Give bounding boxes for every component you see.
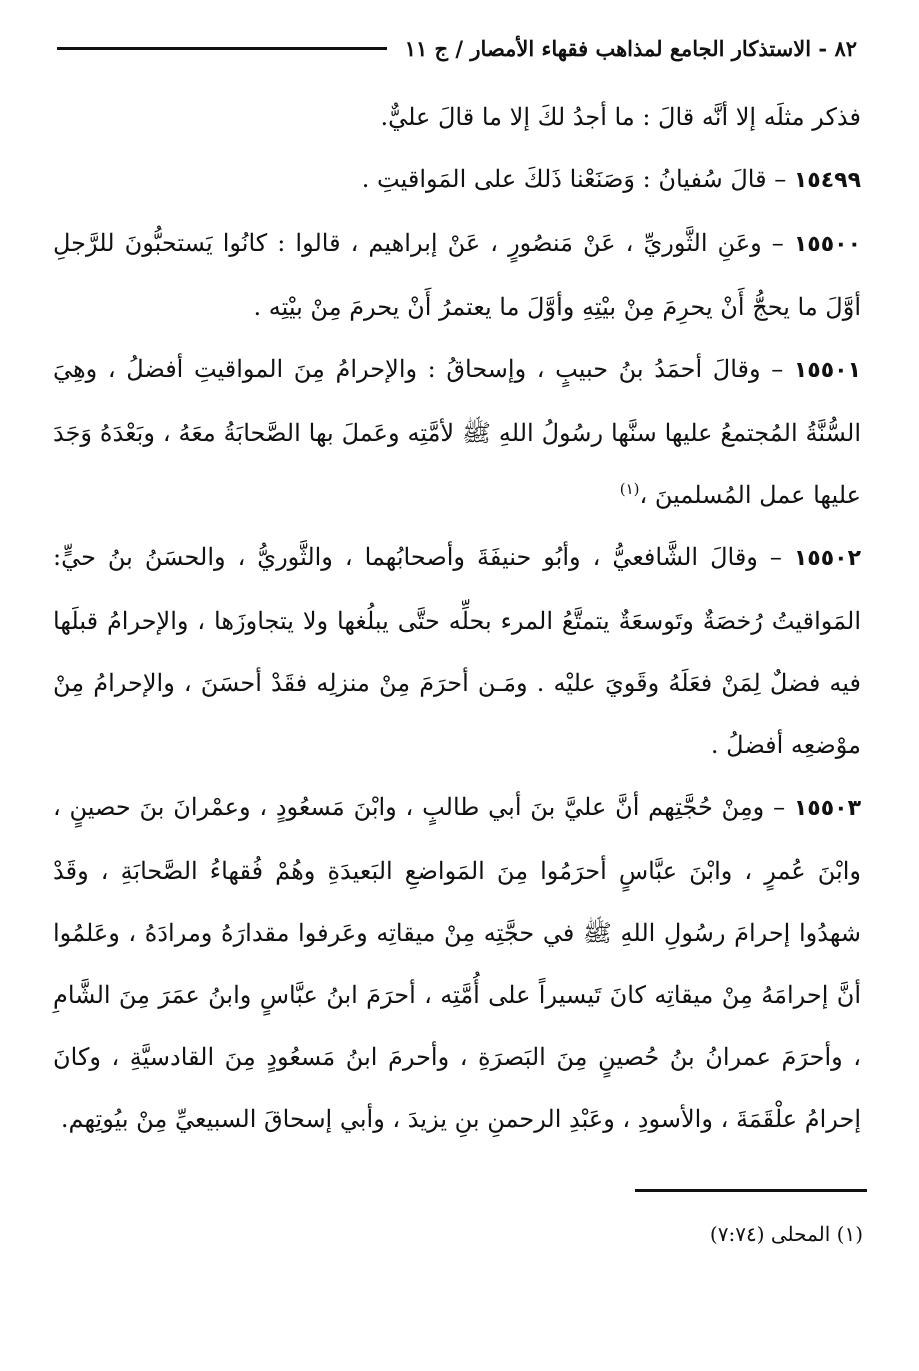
- page-header: [57, 28, 857, 68]
- paragraph-number: ١٥٥٠٠: [793, 232, 861, 257]
- paragraph-15499: ١٥٤٩٩ – قالَ سُفيانُ : وَصَنَعْنا ذَلكَ على المَواقيتِ .: [361, 165, 861, 193]
- footnote-reference: (١): [619, 480, 640, 498]
- paragraph-number: ١٥٥٠٢: [793, 546, 862, 571]
- paragraph-continuation: [53, 86, 861, 148]
- paragraph-text: فذكر مثلَه إلا أنَّه قالَ : ما أجدُ لكَ إلا ما قالَ عليٌّ.: [380, 103, 861, 131]
- paragraph-text: وقالَ أحمَدُ بنُ حبيبٍ ، وإسحاقُ : والإحرامُ مِنَ المواقيتِ أفضلُ ، وهِيَ السُّنَّةُ المُجتمعُ عليها سنَّها رسُولُ اللهِ ﷺ لأمَّتِه وعَملَ بها الصَّحابَةُ معَهُ ، وبَعْدَهُ وَجَدَ عليها عمل المُسلمينَ ،: [53, 355, 861, 509]
- paragraph-15502: ١٥٥٠٢ – وقالَ الشَّافعيُّ ، وأبُو حنيفَةَ وأصحابُهما ، والثَّوريُّ ، والحسَنُ بنُ حيٍّ: المَواقيتُ رُخصَةٌ وتَوسعَةٌ يتمتَّعُ المرء بحلِّه حتَّى يبلُغها ولا يتجاوزَها ، والإحرامُ قبلَها فيه فضلٌ لِمَنْ فعَلَهُ وقَويَ عليْه . ومَـن أحرَمَ مِنْ منزلِه فقَدْ أحسَنَ ، والإحرامُ مِنْ موْضعِه أفضلُ .: [53, 543, 862, 759]
- paragraph-15500: ١٥٥٠٠ – وعَنِ الثَّوريِّ ، عَنْ مَنصُورٍ ، عَنْ إبراهيم ، قالوا : كانُوا يَستحبُّونَ للرَّجلِ أوَّلَ ما يحجُّ أَنْ يحرِمَ مِنْ بيْتِهِ وأوَّلَ ما يعتمرُ أَنْ يحرمَ مِنْ بيْتِه .: [53, 229, 861, 321]
- footnote-separator: [635, 1189, 867, 1192]
- paragraph-text: وعَنِ الثَّوريِّ ، عَنْ مَنصُورٍ ، عَنْ إبراهيم ، قالوا : كانُوا يَستحبُّونَ للرَّجلِ أوَّلَ ما يحجُّ أَنْ يحرِمَ مِنْ بيْتِهِ وأوَّلَ ما يعتمرُ أَنْ يحرمَ مِنْ بيْتِه .: [53, 229, 861, 321]
- paragraph-15503: ١٥٥٠٣ – ومِنْ حُجَّتِهم أنَّ عليَّ بنَ أبي طالبٍ ، وابْنَ مَسعُودٍ ، وعمْرانَ بنَ حصينٍ ، وابْنَ عُمرٍ ، وابْنَ عبَّاسٍ أحرَمُوا مِنَ المَواضعِ البَعيدَةِ وهُمْ فُقهاءُ الصَّحابَةِ ، وقَدْ شهدُوا إحرامَ رسُولِ اللهِ ﷺ في حجَّتِه مِنْ ميقاتِه وعَرفوا مقدارَهُ ومرادَهُ ، وعَلمُوا أنَّ إحرامَهُ مِنْ ميقاتِه كانَ تَيسيراً على أُمَّتِه ، أحرَمَ ابنُ عبَّاسٍ وابنُ عمَرَ مِنَ الشَّامِ ، وأحرَمَ عمرانُ بنُ حُصينٍ مِنَ البَصرَةِ ، وأحرمَ ابنُ مَسعُودٍ مِنَ القادسيَّةِ ، وكانَ إحرامُ علْقَمَةَ ، والأسودِ ، وعَبْدِ الرحمنِ بنِ يزيدَ ، وأبي إسحاقَ السبيعيِّ مِنْ بيُوتِهم.: [53, 793, 861, 1133]
- paragraph-15501: ١٥٥٠١ – وقالَ أحمَدُ بنُ حبيبٍ ، وإسحاقُ : والإحرامُ مِنَ المواقيتِ أفضلُ ، وهِيَ السُّنَّةُ المُجتمعُ عليها سنَّها رسُولُ اللهِ ﷺ لأمَّتِه وعَملَ بها الصَّحابَةُ معَهُ ، وبَعْدَهُ وَجَدَ عليها عمل المُسلمينَ ،$^{(١)}$: [53, 355, 861, 509]
- header-rule: [57, 47, 387, 50]
- paragraph-text: وقالَ الشَّافعيُّ ، وأبُو حنيفَةَ وأصحابُهما ، والثَّوريُّ ، والحسَنُ بنُ حيٍّ: المَواقيتُ رُخصَةٌ وتَوسعَةٌ يتمتَّعُ المرء بحلِّه حتَّى يبلُغها ولا يتجاوزَها ، والإحرامُ قبلَها فيه فضلٌ لِمَنْ فعَلَهُ وقَويَ عليْه . ومَـن أحرَمَ مِنْ منزلِه فقَدْ أحسَنَ ، والإحرامُ مِنْ موْضعِه أفضلُ .: [53, 543, 861, 759]
- paragraph-number: ١٥٤٩٩: [793, 168, 861, 193]
- header-title: ٨٢ - الاستذكار الجامع لمذاهب فقهاء الأمصار / ج ١١: [404, 35, 857, 61]
- paragraph-text: ومِنْ حُجَّتِهم أنَّ عليَّ بنَ أبي طالبٍ ، وابْنَ مَسعُودٍ ، وعمْرانَ بنَ حصينٍ ، وابْنَ عُمرٍ ، وابْنَ عبَّاسٍ أحرَمُوا مِنَ المَواضعِ البَعيدَةِ وهُمْ فُقهاءُ الصَّحابَةِ ، وقَدْ شهدُوا إحرامَ رسُولِ اللهِ ﷺ في حجَّتِه مِنْ ميقاتِه وعَرفوا مقدارَهُ ومرادَهُ ، وعَلمُوا أنَّ إحرامَهُ مِنْ ميقاتِه كانَ تَيسيراً على أُمَّتِه ، أحرَمَ ابنُ عبَّاسٍ وابنُ عمَرَ مِنَ الشَّامِ ، وأحرَمَ عمرانُ بنُ حُصينٍ مِنَ البَصرَةِ ، وأحرمَ ابنُ مَسعُودٍ مِنَ القادسيَّةِ ، وكانَ إحرامُ علْقَمَةَ ، والأسودِ ، وعَبْدِ الرحمنِ بنِ يزيدَ ، وأبي إسحاقَ السبيعيِّ مِنْ بيُوتِهم.: [53, 793, 861, 1133]
- body-text: [53, 86, 861, 1150]
- footnote: (١) المحلى (٧:٧٤): [709, 1222, 863, 1246]
- paragraph-text: قالَ سُفيانُ : وَصَنَعْنا ذَلكَ على المَواقيتِ .: [361, 165, 767, 193]
- paragraph-number: ١٥٥٠١: [793, 358, 861, 383]
- paragraph-number: ١٥٥٠٣: [793, 796, 861, 821]
